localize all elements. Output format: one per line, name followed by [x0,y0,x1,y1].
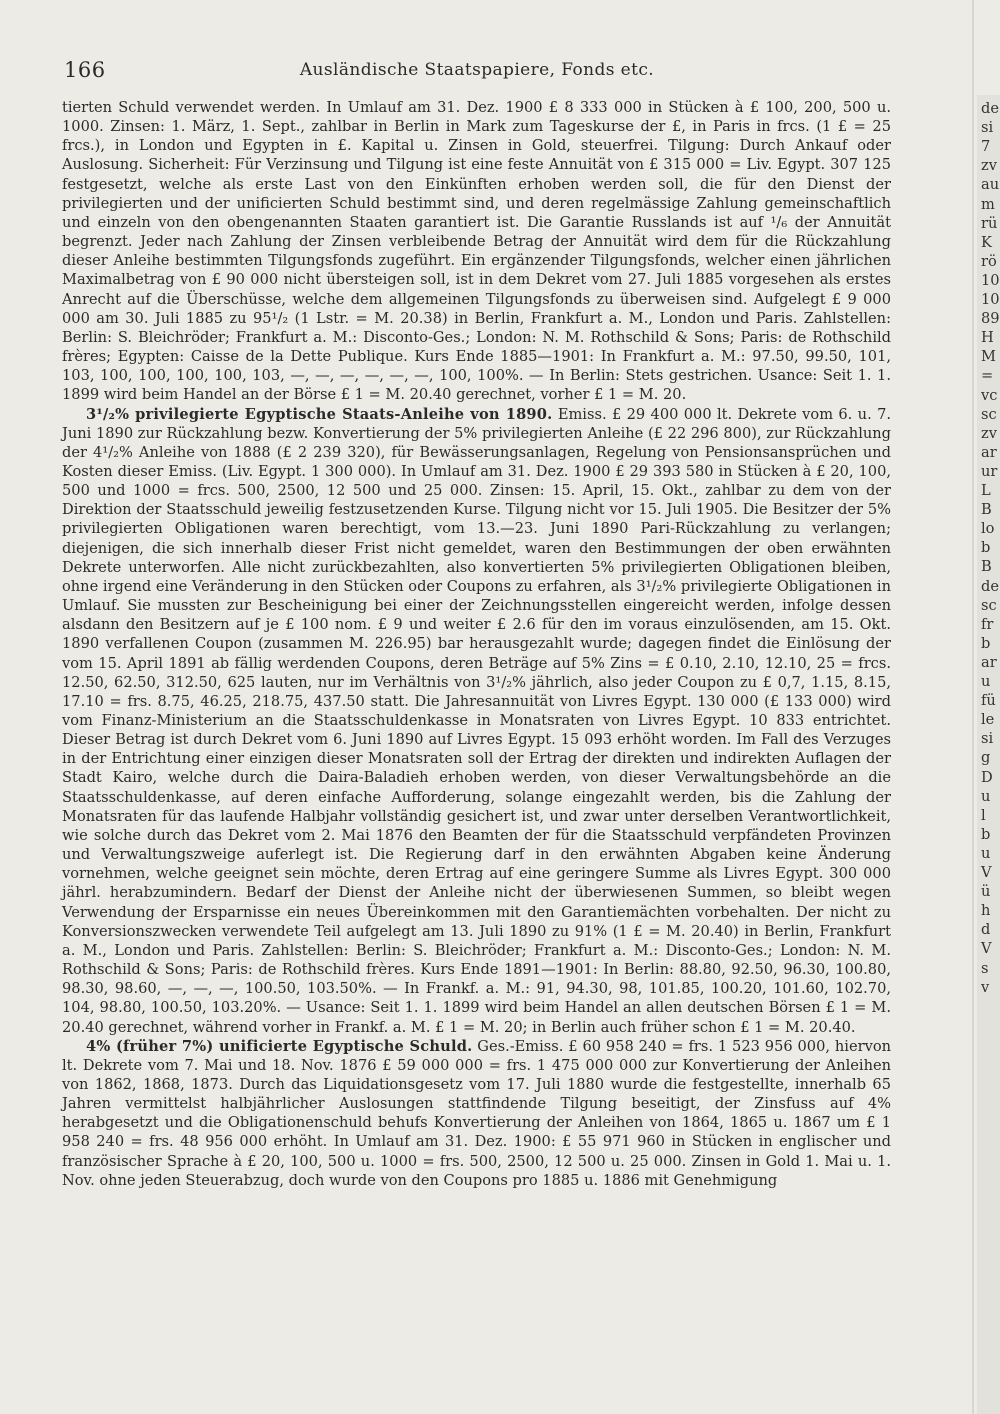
adjacent-page-edge [977,95,1000,1414]
edge-fragment: vc [981,386,998,404]
edge-fragment: u [981,787,991,805]
edge-fragment: D [981,768,993,786]
edge-fragment: = [981,367,994,385]
edge-fragment: b [981,634,991,652]
edge-fragment: b [981,539,991,557]
edge-fragment: au [981,176,1000,194]
page-number: 166 [64,58,106,82]
edge-fragment: lo [981,520,995,538]
paragraph-continuation [62,98,891,405]
edge-fragment: 10 [981,271,1000,289]
paragraph-text: Ges.-Emiss. £ 60 958 240 = frs. 1 523 956 000, hiervon lt. Dekrete vom 7. Mai und 18. Nov. 1876 £ 59 000 000 = frs. 1 475 000 000 zur Konvertierung der Anleihen von 1862, 1868, 1873. Durch das Liquidationsgesetz vom 17. Juli 1880 wurde die festgestellte, innerhalb 65 Jahren vermittelst halbjährlicher Auslosungen stattfindende Tilgung beseitigt, der Zinsfuss auf 4% herabgesetzt und die Obligationenschuld behufs Konvertierung der Anleihen von 1864, 1865 u. 1867 um £ 1 958 240 = frs. 48 956 000 erhöht. In Umlauf am 31. Dez. 1900: £ 55 971 960 in Stücken in englischer und französischer Sprache à £ 20, 100, 500 u. 1000 = frs. 500, 2500, 12 500 u. 25 000. Zinsen in Gold 1. Mai u. 1. Nov. ohne jeden Steuerabzug, doch wurde von den Coupons pro 1885 u. 1886 mit Genehmigung [62,1037,892,1189]
page-gutter [972,0,974,1414]
edge-fragment: ar [981,443,997,461]
edge-fragment: B [981,501,992,519]
edge-fragment: B [981,558,992,576]
edge-fragment: 10 [981,291,1000,308]
edge-fragment: u [981,844,991,862]
edge-fragment: l [981,806,986,824]
edge-fragment: b [981,825,991,843]
edge-fragment: H [981,329,994,347]
paragraph-unificierte-schuld [62,1037,891,1190]
running-title: Ausländische Staatspapiere, Fonds etc. [299,60,655,80]
edge-fragment: 89 [981,310,1000,328]
edge-fragment: rö [981,252,997,270]
edge-fragment: v [981,978,990,996]
edge-fragment: s [981,959,989,977]
edge-fragment: V [981,940,992,958]
paragraph-text: Emiss. £ 29 400 000 lt. Dekrete vom 6. u. 7. Juni 1890 zur Rückzahlung bezw. Konvertierung der 5% privilegierten Anleihe (£ 22 296 800), zur Rückzahlung der 4¹/₂% Anleihe von 1888 (£ 2 239 320), für Bewässerungsanlagen, Regelung von Pensionsansprüchen und Kosten dieser Emiss. (Liv. Egypt. 1 300 000). In Umlauf am 31. Dez. 1900 £ 29 393 580 in Stücken à £ 20, 100, 500 und 1000 = frcs. 500, 2500, 12 500 und 25 000. Zinsen: 15. April, 15. Okt., zahlbar zu dem von der Direktion der Staatsschuld jeweilig festzusetzenden Kurse. Tilgung nicht vor 15. Juli 1905. Die Besitzer der 5% privilegierten Obligationen waren berechtigt, vom 13.—23. Juni 1890 Pari-Rückzahlung zu verlangen; diejenigen, die sich innerhalb dieser Frist nicht gemeldet, waren den Bestimmungen der oben erwähnten Dekrete unterworfen. Alle nicht zurückbezahlten, also konvertierten 5% privilegierten Obligationen bleiben, ohne irgend eine Veränderung in den Stücken oder Coupons zu erfahren, als 3¹/₂% privilegierte Obligationen in Umlauf. Sie mussten zur Bescheinigung bei einer der Zeichnungsstellen eingereicht werden, infolge dessen alsdann den Besitzern auf je £ 100 nom. £ 9 und weiter £ 2.6 für den im voraus einzulösenden, am 15. Okt. 1890 verfallenen Coupon (zusammen M. 226.95) bar herausgezahlt wurde; dagegen findet die Einlösung der vom 15. April 1891 ab fällig werdenden Coupons, deren Beträge auf 5% Zins = £ 0.10, 2.10, 12.10, 25 = frcs. 12.50, 62.50, 312.50, 625 lauten, nur im Verhältnis von 3¹/₂% jährlich, also jeder Coupon zu £ 0,7, 1.15, 8.15, 17.10 = frs. 8.75, 46.25, 218.75, 437.50 statt. Die Jahresannuität von Livres Egypt. 130 000 (£ 133 000) wird vom Finanz-Ministerium an die Staatsschuldenkasse in Monatsraten von Livres Egypt. 10 833 entrichtet. Dieser Betrag ist durch Dekret vom 6. Juni 1890 auf Livres Egypt. 15 093 erhöht worden. Im Fall des Verzuges in der Entrichtung einer einzigen dieser Monatsraten soll der Ertrag der direkten und indirekten Auflagen der Stadt Kairo, welche durch die Daira-Baladieh erhoben werden, von dieser Verwaltungsbehörde an die Staatsschuldenkasse, auf deren einfache Aufforderung, solange eingezahlt werden, bis die Zahlung der Monatsraten für das laufende Halbjahr vollständig gesichert ist, und zwar unter derselben Verantwortlichkeit, wie solche durch das Dekret vom 2. Mai 1876 den Beamten der für die Staatsschuld verpfändeten Provinzen und Verwaltungszweige auferlegt ist. Die Regierung darf in den erwähnten Abgaben keine Änderung vornehmen, welche geeignet sein möchte, deren Ertrag auf eine geringere Summe als Livres Egypt. 300 000 jährl. herabzumindern. Bedarf der Dienst der Anleihe nicht der überwiesenen Summen, so bleibt wegen Verwendung der Ersparnisse ein neues Übereinkommen mit den Garantiemächten vorbehalten. Der nicht zu Konversionszwecken verwendete Teil aufgelegt am 13. Juli 1890 zu 91% (1 £ = M. 20.40) in Berlin, Frankfurt a. M., London und Paris. Zahlstellen: Berlin: S. Bleichröder; Frankfurt a. M.: Disconto-Ges.; London: N. M. Rothschild & Sons; Paris: de Rothschild frères. Kurs Ende 1891—1901: In Berlin: 88.80, 92.50, 96.30, 100.80, 98.30, 98.60, —, —, —, 100.50, 103.50%. — In Frankf. a. M.: 91, 94.30, 98, 101.85, 100.20, 101.60, 102.70, 104, 98.80, 100.50, 103.20%. — Usance: Seit 1. 1. 1899 wird beim Handel an allen deutschen Börsen £ 1 = M. 20.40 gerechnet, während vorher in Frankf. a. M. £ 1 = M. 20; in Berlin auch früher schon £ 1 = M. 20.40. [62,405,892,1036]
edge-fragment: de [981,100,999,117]
edge-fragment: si [981,119,994,137]
section-heading: 3¹/₂% privilegierte Egyptische Staats-Anleihe von 1890. [86,405,553,423]
edge-fragment: M [981,348,996,366]
edge-fragment: si [981,730,994,748]
document-body [62,98,891,1190]
edge-fragment: u [981,673,991,690]
edge-fragment: rü [981,214,998,232]
edge-fragment: g [981,749,991,767]
edge-fragment: 7 [981,138,991,156]
page-header [64,58,890,86]
edge-fragment: zv [981,157,997,175]
section-heading: 4% (früher 7%) unificierte Egyptische Schuld. [86,1037,473,1055]
edge-fragment: fü [981,692,996,710]
edge-fragment: sc [981,405,997,423]
paragraph-anleihe-1890 [62,405,891,1037]
edge-fragment: ü [981,883,991,901]
edge-fragment: de [981,577,999,595]
edge-fragment: d [981,921,991,939]
edge-fragment: K [981,233,992,251]
paragraph-text: tierten Schuld verwendet werden. In Umlauf am 31. Dez. 1900 £ 8 333 000 in Stücken à £ 100, 200, 500 u. 1000. Zinsen: 1. März, 1. Sept., zahlbar in Berlin in Mark zum Tageskurse der £, in Paris in frcs. (1 £ = 25 frcs.), in London und Egypten in £. Kapital u. Zinsen in Gold, steuerfrei. Tilgung: Durch Ankauf oder Auslosung. Sicherheit: Für Verzinsung und Tilgung ist eine feste Annuität von £ 315 000 = Liv. Egypt. 307 125 festgesetzt, welche als erste Last von den Einkünften erhoben werden soll, die für den Dienst der privilegierten und der unificierten Schuld bestimmt sind, und deren regelmässige Zahlung gemeinschaftlich und einzeln von den obengenannten Staaten garantiert ist. Die Garantie Russlands ist auf ¹/₆ der Annuität begrenzt. Jeder nach Zahlung der Zinsen verbleibende Betrag der Annuität wird dem für die Rückzahlung dieser Anleihe bestimmten Tilgungsfonds zugeführt. Ein ergänzender Tilgungsfonds, welcher einen jährlichen Maximalbetrag von £ 90 000 nicht übersteigen soll, ist in dem Dekret vom 27. Juli 1885 vorgesehen als erstes Anrecht auf die Überschüsse, welche dem allgemeinen Tilgungsfonds zu überweisen sind. Aufgelegt £ 9 000 000 am 30. Juli 1885 zu 95¹/₂ (1 Lstr. = M. 20.38) in Berlin, Frankfurt a. M., London und Paris. Zahlstellen: Berlin: S. Bleichröder; Frankfurt a. M.: Disconto-Ges.; London: N. M. Rothschild & Sons; Paris: de Rothschild frères; Egypten: Caisse de la Dette Publique. Kurs Ende 1885—1901: In Frankfurt a. M.: 97.50, 99.50, 101, 103, 100, 100, 100, 100, 103, —, —, —, —, —, —, 100, 100%. — In Berlin: Stets gestrichen. Usance: Seit 1. 1. 1899 wird beim Handel an der Börse £ 1 = M. 20.40 gerechnet, vorher £ 1 = M. 20. [62,99,891,404]
edge-fragment: ar [981,653,997,671]
edge-fragment: fr [981,615,994,633]
edge-fragment: sc [981,596,997,614]
edge-fragment: zv [981,424,997,442]
edge-fragment: L [981,482,991,499]
edge-fragment: ur [981,462,998,480]
edge-fragment: le [981,711,995,729]
edge-fragment: m [981,195,995,213]
edge-fragment: h [981,902,991,920]
edge-fragment: V [981,864,992,881]
